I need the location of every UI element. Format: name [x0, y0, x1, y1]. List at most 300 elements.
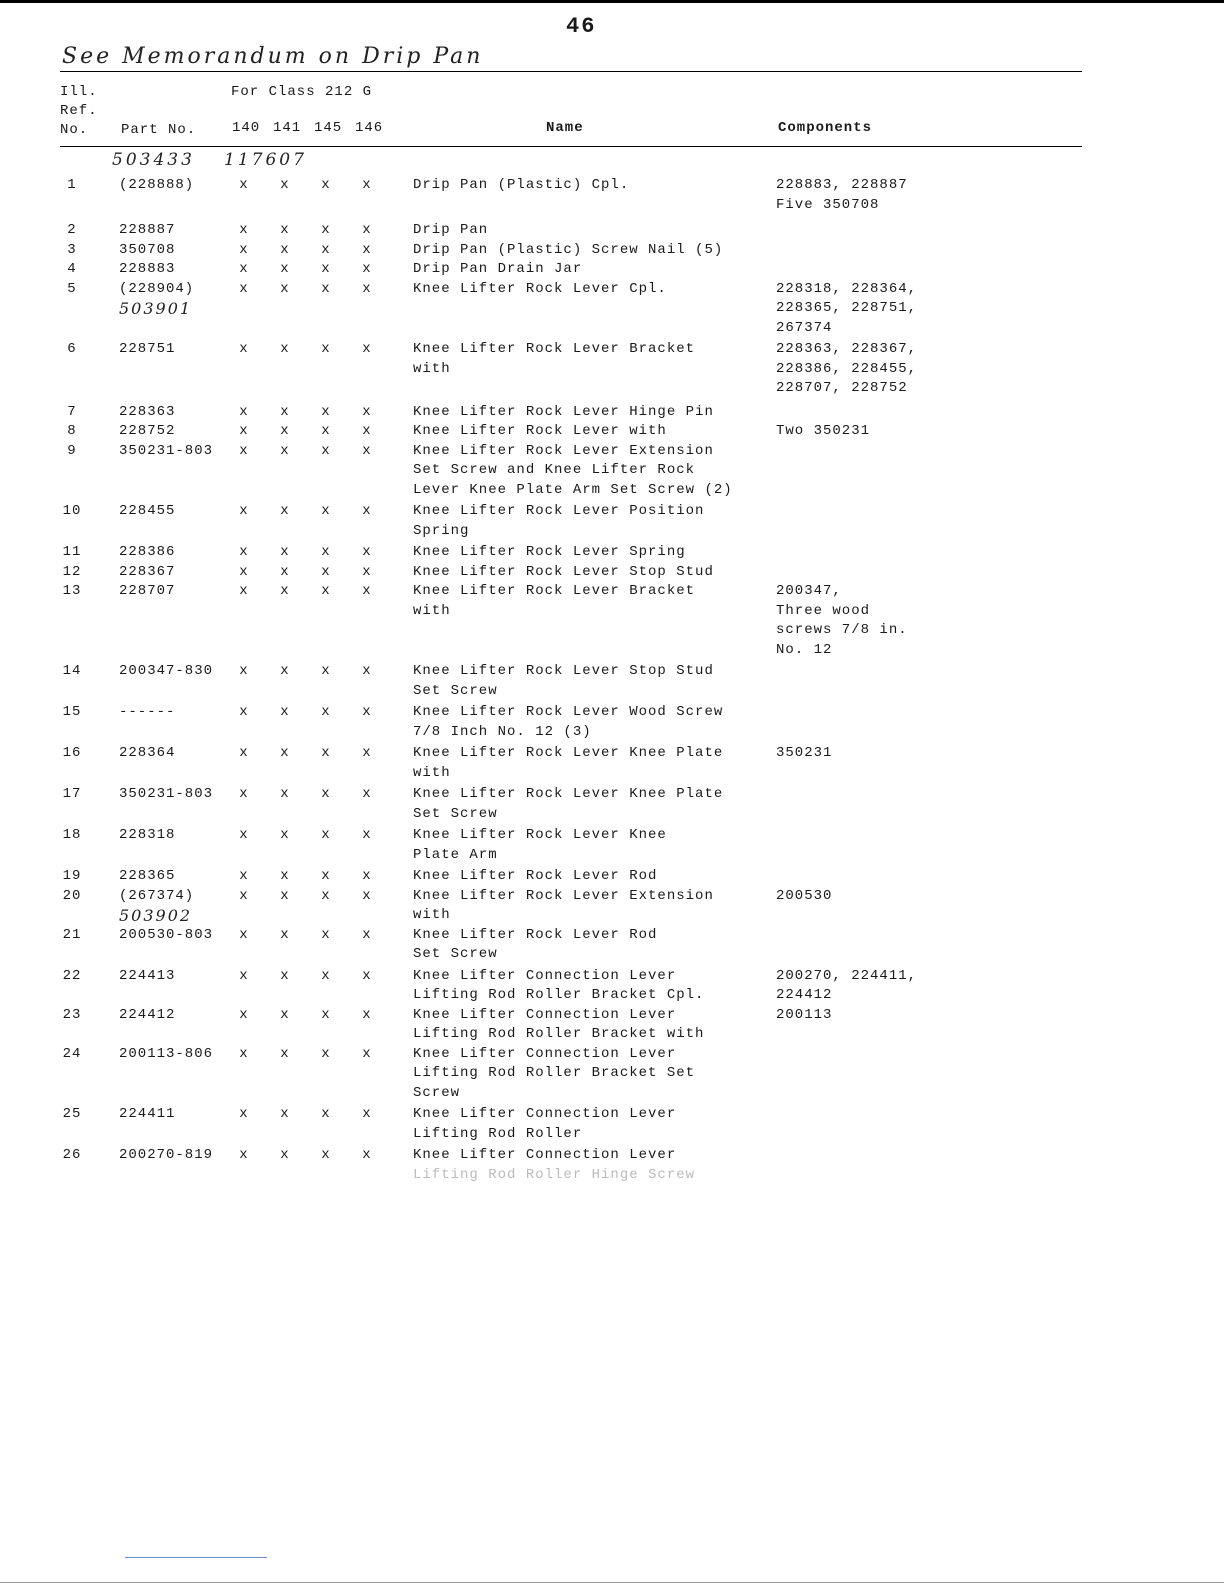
class-mark: x — [239, 177, 249, 193]
part-name-line: Knee Lifter Connection Lever — [413, 967, 677, 984]
part-number-cell — [119, 826, 175, 846]
part-name-line: Knee Lifter Rock Lever Stop Stud — [413, 563, 714, 580]
class-mark: x — [280, 241, 290, 258]
class-mark: x — [239, 1006, 249, 1023]
table-row — [0, 826, 1224, 865]
part-number-cell — [119, 1146, 213, 1166]
component-line: 228363, 228367, — [776, 341, 918, 357]
class-mark: x — [362, 745, 372, 761]
part-number: 224411 — [119, 1106, 176, 1122]
part-name — [413, 543, 768, 563]
class-mark: x — [280, 222, 290, 238]
class-mark: x — [362, 1045, 372, 1062]
part-name-line: Knee Lifter Rock Lever with — [413, 423, 667, 439]
class-mark: x — [239, 563, 249, 580]
ref-number: 5 — [67, 280, 77, 297]
component-line: 200347, — [776, 583, 842, 599]
part-name — [413, 744, 768, 783]
ref-number: 12 — [62, 563, 82, 580]
class-mark: x — [280, 1045, 290, 1062]
class-mark: x — [362, 1106, 372, 1122]
part-name-line: Knee Lifter Rock Lever Rod — [413, 868, 658, 884]
ref-number: 11 — [62, 544, 82, 560]
table-row — [0, 241, 1224, 261]
class-mark: x — [280, 704, 290, 720]
header-class-label: For Class 212 G — [231, 84, 373, 100]
table-row — [0, 280, 1224, 339]
components-cell — [776, 967, 917, 1006]
part-name — [413, 502, 768, 541]
class-mark: x — [280, 868, 290, 884]
part-name — [413, 867, 768, 887]
class-mark: x — [239, 403, 249, 420]
table-row — [0, 502, 1224, 541]
components-cell — [776, 340, 917, 399]
part-number: 228364 — [119, 745, 176, 761]
part-number-cell — [119, 563, 175, 583]
part-name — [413, 785, 768, 824]
part-name-line: Knee Lifter Rock Lever Extension — [413, 887, 714, 904]
part-name-line: Lifting Rod Roller Bracket with — [413, 1026, 705, 1042]
class-mark: x — [239, 704, 249, 720]
table-row — [0, 744, 1224, 783]
part-number-cell — [119, 241, 175, 261]
part-name — [413, 563, 768, 583]
components-cell — [776, 582, 908, 660]
header-bottom-rule — [60, 146, 1082, 147]
part-name-line: Knee Lifter Rock Lever Knee — [413, 827, 667, 843]
part-number: (228888) — [119, 177, 195, 193]
ref-number: 16 — [62, 745, 82, 761]
part-name — [413, 1146, 768, 1185]
ref-number: 6 — [67, 341, 77, 357]
class-mark: x — [239, 868, 249, 884]
part-name — [413, 442, 768, 501]
component-line: screws 7/8 in. — [776, 622, 908, 638]
part-name — [413, 403, 768, 423]
spacer — [413, 621, 768, 641]
components-cell — [776, 422, 870, 442]
part-name-line: Knee Lifter Rock Lever Wood Screw — [413, 704, 724, 720]
class-mark: x — [321, 1147, 331, 1163]
part-number-cell — [119, 867, 175, 887]
class-mark: x — [321, 261, 331, 277]
part-name-line: Set Screw — [413, 946, 498, 962]
component-line: 267374 — [776, 319, 833, 336]
class-mark: x — [239, 423, 249, 439]
ref-number: 25 — [62, 1106, 82, 1122]
class-mark: x — [239, 503, 249, 519]
component-line: 200113 — [776, 1006, 833, 1023]
part-name — [413, 280, 768, 339]
class-mark: x — [280, 544, 290, 560]
part-name — [413, 1006, 768, 1045]
part-number: 200347-830 — [119, 663, 214, 679]
class-mark: x — [280, 827, 290, 843]
class-mark: x — [239, 341, 249, 357]
class-mark: x — [321, 663, 331, 679]
part-number-cell — [119, 703, 175, 723]
class-mark: x — [280, 423, 290, 439]
class-mark: x — [362, 868, 372, 884]
header-class-141: 141 — [273, 120, 302, 136]
part-number: 228365 — [119, 868, 176, 884]
part-number-cell — [119, 744, 175, 764]
table-row — [0, 1045, 1224, 1104]
class-mark: x — [321, 827, 331, 843]
components-cell — [776, 887, 832, 907]
class-mark: x — [362, 663, 372, 679]
ref-number: 18 — [62, 827, 82, 843]
part-name-line: Knee Lifter Connection Lever — [413, 1147, 677, 1163]
components-cell — [776, 744, 832, 764]
part-name-line: Knee Lifter Rock Lever Extension — [413, 442, 714, 459]
components-cell — [776, 1006, 832, 1026]
table-row — [0, 967, 1224, 1006]
component-line: 228883, 228887 — [776, 177, 908, 193]
part-name-line: Knee Lifter Connection Lever — [413, 1045, 677, 1062]
table-row — [0, 582, 1224, 660]
handwritten-classes: 117607 — [224, 150, 307, 170]
part-name — [413, 260, 768, 280]
components-cell — [776, 280, 917, 339]
class-mark: x — [362, 544, 372, 560]
part-number: ------ — [119, 704, 176, 720]
class-mark: x — [321, 967, 331, 984]
class-mark: x — [239, 583, 249, 599]
ref-number: 14 — [62, 663, 82, 679]
class-mark: x — [280, 583, 290, 599]
class-mark: x — [321, 503, 331, 519]
part-number: 224413 — [119, 967, 176, 984]
class-mark: x — [362, 583, 372, 599]
class-mark: x — [321, 868, 331, 884]
part-name — [413, 582, 768, 660]
header-components: Components — [778, 120, 873, 136]
bottom-rule — [0, 1582, 1224, 1583]
class-mark: x — [239, 1045, 249, 1062]
part-name-line: Knee Lifter Rock Lever Knee Plate — [413, 786, 724, 802]
part-number: 228883 — [119, 261, 176, 277]
class-mark: x — [362, 341, 372, 357]
spacer — [413, 641, 768, 661]
ref-number: 26 — [62, 1147, 82, 1163]
class-mark: x — [239, 663, 249, 679]
part-name — [413, 826, 768, 865]
part-name-line: 7/8 Inch No. 12 (3) — [413, 723, 592, 740]
part-name-line: Spring — [413, 522, 470, 539]
header-no: No. — [60, 122, 89, 138]
part-number-cell — [119, 221, 175, 241]
part-name-line: Screw — [413, 1084, 461, 1101]
ref-number: 9 — [67, 442, 77, 459]
part-number: 228752 — [119, 423, 176, 439]
part-name-line: Knee Lifter Rock Lever Knee Plate — [413, 745, 724, 761]
part-number-cell — [119, 582, 175, 602]
part-number: 200270-819 — [119, 1147, 214, 1163]
table-row — [0, 785, 1224, 824]
class-mark: x — [321, 177, 331, 193]
part-number: 228386 — [119, 544, 176, 560]
class-mark: x — [362, 704, 372, 720]
ref-number: 20 — [62, 887, 82, 904]
class-mark: x — [280, 280, 290, 297]
class-mark: x — [280, 786, 290, 802]
part-name-line: Plate Arm — [413, 846, 498, 863]
component-line: Five 350708 — [776, 196, 880, 213]
part-name-line: with — [413, 764, 451, 781]
class-mark: x — [280, 403, 290, 420]
part-name-line: Knee Lifter Connection Lever — [413, 1106, 677, 1122]
spacer — [413, 299, 768, 319]
part-name — [413, 221, 768, 241]
class-mark: x — [239, 786, 249, 802]
class-mark: x — [239, 544, 249, 560]
header-top-rule — [60, 71, 1082, 72]
part-number: 228455 — [119, 503, 176, 519]
part-number: 350231-803 — [119, 442, 214, 459]
part-number: 200530-803 — [119, 926, 214, 943]
component-line: Three wood — [776, 602, 871, 619]
table-row — [0, 1105, 1224, 1144]
part-name-line: Drip Pan — [413, 222, 489, 238]
class-mark: x — [362, 280, 372, 297]
class-mark: x — [239, 967, 249, 984]
part-name-line: Knee Lifter Rock Lever Hinge Pin — [413, 403, 714, 420]
part-name — [413, 340, 768, 399]
part-name — [413, 662, 768, 701]
part-name — [413, 926, 768, 965]
class-mark: x — [362, 827, 372, 843]
ref-number: 23 — [62, 1006, 82, 1023]
ref-number: 21 — [62, 926, 82, 943]
class-mark: x — [280, 1006, 290, 1023]
class-mark: x — [239, 442, 249, 459]
parts-table — [0, 150, 1224, 1185]
class-mark: x — [239, 280, 249, 297]
ref-number: 13 — [62, 583, 82, 599]
table-row — [0, 442, 1224, 501]
part-number: 350231-803 — [119, 786, 214, 802]
part-number-cell — [119, 926, 213, 946]
header-class-140: 140 — [232, 120, 261, 136]
table-row — [0, 543, 1224, 563]
part-name — [413, 1045, 768, 1104]
class-mark: x — [239, 241, 249, 258]
part-name-line: Knee Lifter Rock Lever Position — [413, 503, 705, 519]
class-mark: x — [321, 1006, 331, 1023]
top-rule — [0, 0, 1224, 3]
class-mark: x — [280, 177, 290, 193]
class-mark: x — [362, 563, 372, 580]
part-number-cell — [119, 1045, 213, 1065]
part-name — [413, 422, 768, 442]
class-mark: x — [239, 1106, 249, 1122]
component-line: No. 12 — [776, 641, 833, 658]
part-number: (267374) — [119, 887, 195, 904]
spacer — [413, 196, 768, 216]
class-mark: x — [280, 563, 290, 580]
handwritten-part-number: 503901 — [119, 299, 193, 318]
spacer — [413, 379, 768, 399]
class-mark: x — [362, 442, 372, 459]
class-mark: x — [280, 1147, 290, 1163]
handwritten-note: See Memorandum on Drip Pan — [62, 44, 484, 69]
class-mark: x — [362, 403, 372, 420]
class-mark: x — [321, 704, 331, 720]
class-mark: x — [362, 967, 372, 984]
table-row — [0, 1146, 1224, 1185]
part-number-cell — [119, 340, 175, 360]
part-number-cell — [119, 422, 175, 442]
class-mark: x — [280, 341, 290, 357]
part-name-line: Lifting Rod Roller Hinge Screw — [413, 1166, 696, 1183]
table-row — [0, 887, 1224, 926]
part-name-line: Lever Knee Plate Arm Set Screw (2) — [413, 481, 733, 498]
part-number-cell — [119, 260, 175, 280]
part-name — [413, 1105, 768, 1144]
part-name-line: Lifting Rod Roller Bracket Set — [413, 1065, 696, 1081]
part-name-line: Knee Lifter Rock Lever Cpl. — [413, 280, 667, 297]
class-mark: x — [280, 503, 290, 519]
part-number: 228318 — [119, 827, 176, 843]
ref-number: 15 — [62, 704, 82, 720]
part-name-line: Knee Lifter Rock Lever Bracket — [413, 583, 696, 599]
class-mark: x — [239, 887, 249, 904]
class-mark: x — [362, 786, 372, 802]
part-number-cell — [119, 176, 194, 196]
component-line: 200270, 224411, — [776, 967, 918, 984]
class-mark: x — [321, 544, 331, 560]
part-number: 200113-806 — [119, 1045, 214, 1062]
ref-number: 8 — [67, 423, 77, 439]
table-row — [0, 1006, 1224, 1045]
part-number: 228751 — [119, 341, 176, 357]
table-row — [0, 403, 1224, 423]
ref-number: 1 — [67, 177, 77, 193]
header-ref: Ref. — [60, 103, 98, 119]
class-mark: x — [321, 563, 331, 580]
class-mark: x — [239, 261, 249, 277]
ref-number: 24 — [62, 1045, 82, 1062]
component-line: 228386, 228455, — [776, 360, 918, 377]
part-name-line: Drip Pan Drain Jar — [413, 261, 583, 277]
class-mark: x — [321, 1045, 331, 1062]
part-name-line: Lifting Rod Roller — [413, 1125, 583, 1142]
class-mark: x — [321, 341, 331, 357]
class-mark: x — [239, 222, 249, 238]
component-line: 228318, 228364, — [776, 280, 918, 297]
part-name-line: Knee Lifter Rock Lever Spring — [413, 544, 686, 560]
class-mark: x — [362, 261, 372, 277]
class-mark: x — [362, 177, 372, 193]
part-name-line: Knee Lifter Rock Lever Bracket — [413, 341, 696, 357]
handwritten-row — [0, 150, 1224, 170]
class-mark: x — [321, 423, 331, 439]
table-row — [0, 563, 1224, 583]
class-mark: x — [362, 1147, 372, 1163]
handwritten-part: 503433 — [112, 150, 195, 170]
class-mark: x — [239, 827, 249, 843]
part-number-cell — [119, 887, 194, 926]
part-name — [413, 241, 768, 261]
class-mark: x — [280, 261, 290, 277]
class-mark: x — [280, 1106, 290, 1122]
ref-number: 17 — [62, 786, 82, 802]
part-number-cell — [119, 442, 213, 462]
part-number-cell — [119, 280, 194, 319]
component-line: 224412 — [776, 987, 833, 1003]
part-number: 228707 — [119, 583, 176, 599]
page-number: 46 — [566, 14, 597, 39]
class-mark: x — [280, 745, 290, 761]
component-line: 200530 — [776, 887, 833, 904]
class-mark: x — [321, 403, 331, 420]
ref-number: 22 — [62, 967, 82, 984]
class-mark: x — [321, 1106, 331, 1122]
class-mark: x — [362, 1006, 372, 1023]
table-row — [0, 340, 1224, 399]
table-row — [0, 926, 1224, 965]
part-number-cell — [119, 543, 175, 563]
part-number-cell — [119, 785, 213, 805]
part-name-line: with — [413, 907, 451, 923]
components-cell — [776, 176, 908, 215]
part-name-line: Drip Pan (Plastic) Cpl. — [413, 177, 630, 193]
ref-number: 10 — [62, 503, 82, 519]
header-part-no: Part No. — [121, 122, 197, 138]
part-number: 228367 — [119, 563, 176, 580]
ref-number: 4 — [67, 261, 77, 277]
class-mark: x — [321, 280, 331, 297]
part-number-cell — [119, 403, 175, 423]
table-row — [0, 260, 1224, 280]
part-name-line: with — [413, 602, 451, 619]
part-name-line: with — [413, 360, 451, 377]
part-name-line: Drip Pan (Plastic) Screw Nail (5) — [413, 241, 724, 258]
part-name — [413, 887, 768, 926]
handwritten-part-number: 503902 — [119, 906, 193, 925]
part-name-line: Set Screw — [413, 682, 498, 699]
class-mark: x — [321, 583, 331, 599]
class-mark: x — [321, 887, 331, 904]
header-class-146: 146 — [355, 120, 384, 136]
part-number: 350708 — [119, 241, 176, 258]
component-line: 228365, 228751, — [776, 300, 918, 316]
part-number-cell — [119, 1006, 175, 1026]
part-name — [413, 703, 768, 742]
class-mark: x — [239, 1147, 249, 1163]
class-mark: x — [321, 442, 331, 459]
part-number: 224412 — [119, 1006, 176, 1023]
class-mark: x — [280, 663, 290, 679]
class-mark: x — [321, 786, 331, 802]
class-mark: x — [321, 241, 331, 258]
part-name-line: Lifting Rod Roller Bracket Cpl. — [413, 987, 705, 1003]
header-class-145: 145 — [314, 120, 343, 136]
class-mark: x — [239, 745, 249, 761]
class-mark: x — [280, 926, 290, 943]
class-mark: x — [321, 926, 331, 943]
component-line: 350231 — [776, 745, 833, 761]
bottom-link-underline — [125, 1557, 267, 1558]
ref-number: 2 — [67, 222, 77, 238]
component-line: 228707, 228752 — [776, 380, 908, 396]
class-mark: x — [280, 967, 290, 984]
spacer — [413, 319, 768, 339]
class-mark: x — [321, 222, 331, 238]
class-mark: x — [362, 887, 372, 904]
